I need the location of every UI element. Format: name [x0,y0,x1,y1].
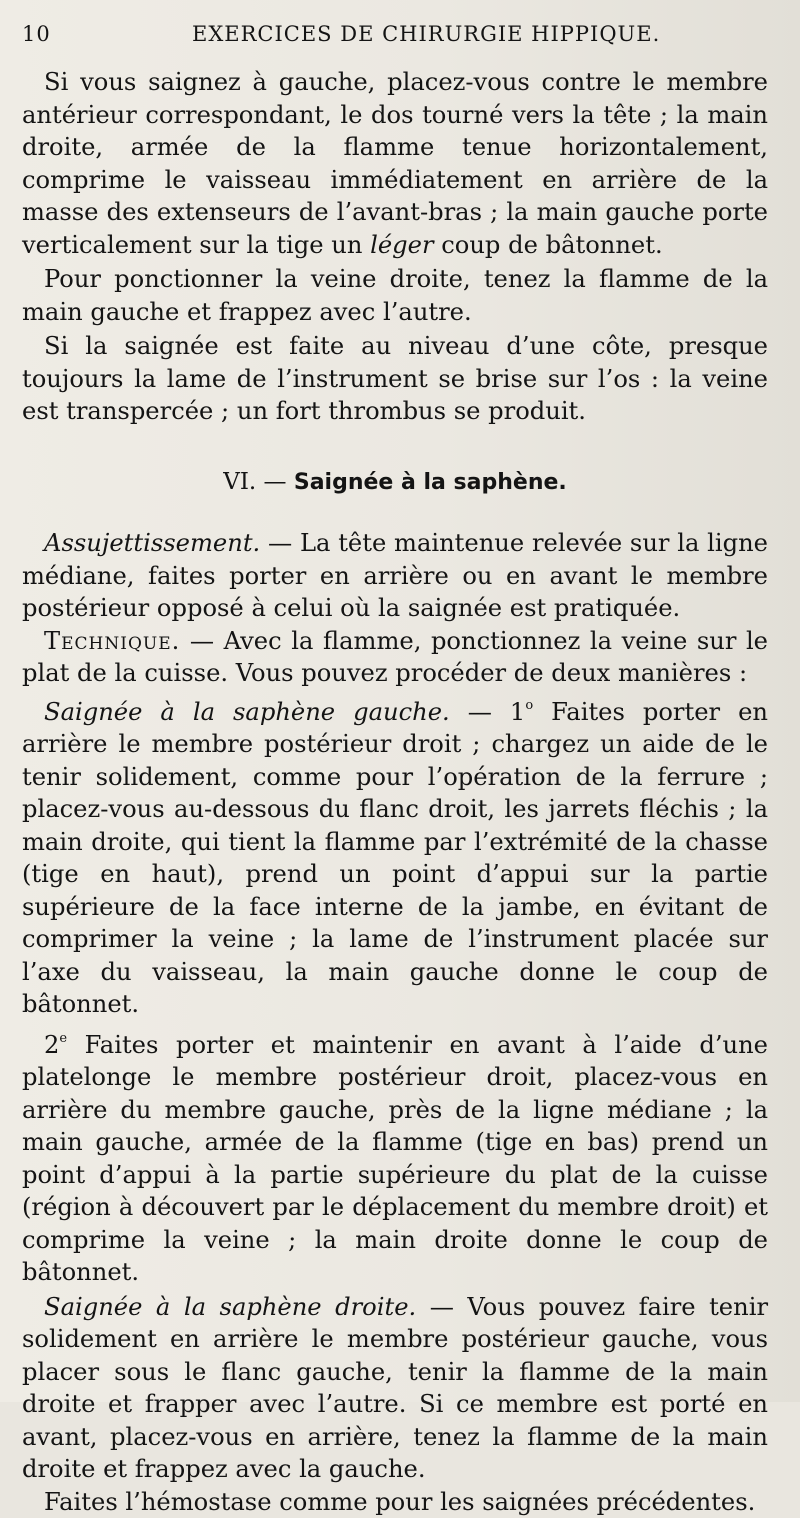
paragraph-technique [22,625,768,690]
paragraph-bleeding-left [22,66,768,261]
run-in-heading: Technique. [44,627,180,655]
step-marker: — 1 [450,698,526,726]
paragraph-restraint [22,527,768,625]
paragraph-text: coup de bâtonnet. [434,231,663,259]
step-marker: 2 [44,1031,59,1059]
paragraph-right-vein: Pour ponctionner la veine droite, tenez la flamme de la main gauche et frappez avec l’autre. [22,263,768,328]
paragraph-rib-level: Si la saignée est faite au niveau d’une côte, presque toujours la lame de l’instrument se brise sur l’os : la veine est transpercée ; un fort thrombus se produit. [22,330,768,428]
run-in-heading: Assujettissement. [44,529,260,557]
running-header [22,22,768,66]
section-heading [22,466,768,500]
paragraph-second-method [22,1023,768,1289]
section-title: Saignée à la saphène. [294,470,567,495]
paragraph-text: Si vous saignez à gauche, placez-vous contre le membre antérieur correspondant, le dos tourné vers la tête ; la main droite, armée de la flamme tenue horizontalement, comprime le vaisseau immédiatement en arrière de la masse des extenseurs de l’avant-bras ; la main gauche porte verticalement sur la tige un [22,68,768,259]
paragraph-text: Faites porter en arrière le membre postérieur droit ; chargez un aide de le tenir solidement, comme pour l’opération de la ferrure ; placez-vous au-dessous du flanc droit, les jarrets fléchis ; la main droite, qui tient la flamme par l’extrémité de la chasse (tige en haut), prend un point d’appui sur la partie supérieure de la face interne de la jambe, en évitant de comprimer la veine ; la lame de l’instrument placée sur l’axe du vaisseau, la main gauche donne le coup de bâtonnet. [22,698,768,1019]
paragraph-saphene-left [22,690,768,1021]
paragraph-saphene-right [22,1291,768,1486]
section-number: VI. — [223,469,286,495]
paragraph-text: — Avec la flamme, ponctionnez la veine sur le plat de la cuisse. Vous pouvez procéder de deux manières : [22,627,768,688]
paragraph-text: Faites porter et maintenir en avant à l’aide d’une platelonge le membre postérieur droit, placez-vous en arrière du membre gauche, près de la ligne médiane ; la main gauche, armée de la flamme (tige en bas) prend un point d’appui à la partie supérieure du plat de la cuisse (région à découvert par le déplacement du membre droit) et comprime la veine ; la main droite donne le coup de bâtonnet. [22,1031,768,1287]
run-in-heading: Saignée à la saphène droite. [44,1293,416,1321]
running-title: EXERCICES DE CHIRURGIE HIPPIQUE. [172,22,768,46]
page-body [22,66,768,1518]
paragraph-text: — Vous pouvez faire tenir solidement en arrière le membre postérieur gauche, vous placer sous le flanc gauche, tenir la flamme de la main droite et frapper avec l’autre. Si ce membre est porté en avant, placez-vous en arrière, tenez la flamme de la main droite et frappez avec la gauche. [22,1293,768,1484]
ordinal-suffix: e [59,1031,67,1046]
emphasis-text: léger [370,231,433,259]
paragraph-text: — La tête maintenue relevée sur la ligne médiane, faites porter en arrière ou en avant le membre postérieur opposé à celui où la saignée est pratiquée. [22,529,768,622]
paragraph-hemostasis: Faites l’hémostase comme pour les saignées précédentes. [22,1486,768,1518]
run-in-heading: Saignée à la saphène gauche. [44,698,450,726]
page-number: 10 [22,22,172,46]
ordinal-suffix: o [525,698,533,713]
